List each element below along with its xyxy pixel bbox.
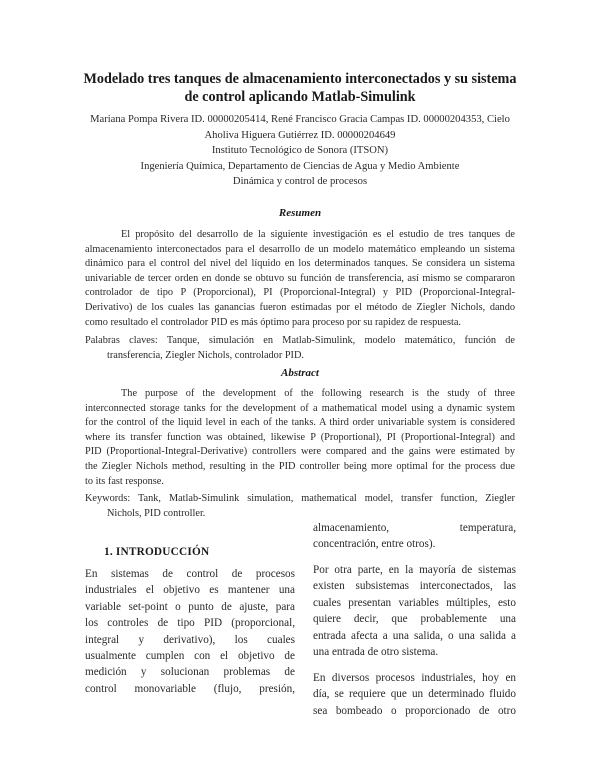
abstract-line: to its fast response. bbox=[85, 475, 164, 487]
author-block bbox=[70, 112, 530, 190]
paper-title bbox=[60, 70, 540, 106]
intro-right-line: En diversos procesos industriales, hoy en bbox=[313, 672, 516, 684]
resumen-line: almacenamiento interconectados para el desarrollo de un modelo matemático empleando un sistema bbox=[85, 243, 515, 255]
department: Ingeniería Química, Departamento de Ciencias de Agua y Medio Ambiente bbox=[140, 160, 460, 172]
intro-right-line: cuales presentan variables múltiples, esto bbox=[313, 596, 516, 609]
intro-left-line: usualmente cumplen con el objetivo de bbox=[85, 650, 295, 663]
keywords-es-line: transferencia, Ziegler Nichols, controlador PID. bbox=[107, 349, 304, 361]
abstract-line: The purpose of the development of the following research is the study of three bbox=[121, 388, 515, 399]
resumen-heading: Resumen bbox=[278, 207, 322, 219]
intro-left-line: En sistemas de control de procesos bbox=[85, 568, 295, 580]
intro-left-line: control monovariable (flujo, presión, bbox=[85, 682, 295, 695]
resumen-paragraph bbox=[85, 228, 515, 330]
authors-line-1: Mariana Pompa Rivera ID. 00000205414, René Francisco Gracia Campas ID. 00000204353, Cielo bbox=[90, 114, 510, 125]
intro-right-line: almacenamiento, temperatura, bbox=[313, 522, 516, 534]
authors-line-2: Aholiva Higuera Gutiérrez ID. 00000204649 bbox=[204, 129, 396, 141]
institution: Instituto Tecnológico de Sonora (ITSON) bbox=[211, 145, 389, 157]
abstract-line: for the control of the liquid level in each of the tanks. A third order univariable system is considered bbox=[85, 417, 515, 429]
keywords-en-line: Keywords: Tank, Matlab-Simulink simulation, mathematical model, transfer function, Ziegler bbox=[85, 493, 515, 504]
introduccion-heading: 1. INTRODUCCIÓN bbox=[104, 546, 210, 558]
intro-left-column bbox=[85, 566, 295, 697]
intro-right-paragraph-1 bbox=[313, 520, 516, 553]
abstract-line: PID (Proportional-Integral-Derivative) controllers were compared and the gains were estimated by bbox=[85, 446, 515, 458]
intro-right-line: quiere decir, que probablemente una bbox=[313, 613, 516, 626]
keywords-en-line: Nichols, PID controller. bbox=[107, 507, 206, 519]
abstract-heading: Abstract bbox=[281, 367, 319, 379]
intro-right-line: concentración, entre otros). bbox=[313, 538, 436, 551]
keywords-es-line: Palabras claves: Tanque, simulación en Matlab-Simulink, modelo matemático, función de bbox=[85, 335, 515, 346]
resumen-line: Derivativo) de los cuales las ganancias fueron estimadas por el método de Ziegler Nichols, dando bbox=[85, 301, 515, 313]
title-line-2: de control aplicando Matlab-Simulink bbox=[184, 89, 416, 105]
intro-left-line: integral y derivativo), los cuales bbox=[85, 633, 295, 646]
intro-left-line: los controles de tipo PID (proporcional, bbox=[85, 617, 295, 630]
abstract-line: the Ziegler Nichols method, resulting in the PID controller being more optimal for the process due bbox=[85, 460, 515, 472]
course: Dinámica y control de procesos bbox=[232, 176, 368, 188]
intro-right-paragraph-3 bbox=[313, 670, 516, 719]
intro-right-line: entrada afecta a una salida, o una salida a bbox=[313, 629, 516, 642]
keywords-en bbox=[85, 492, 515, 521]
intro-right-line: día, se requiere que un determinado fluido bbox=[313, 688, 516, 701]
intro-right-line: sea bombeado o proporcionado de otro bbox=[313, 704, 516, 717]
palabras-claves bbox=[85, 334, 515, 363]
resumen-line: univariable de tercer orden en donde se obtuvo su función de transferencia, así mismo se compararon bbox=[85, 272, 515, 284]
intro-left-line: medición y solucionan problemas de bbox=[85, 666, 295, 679]
abstract-line: where its transfer function was obtained, likewise P (Proportional), PI (Proportional-Integral) and bbox=[85, 431, 515, 443]
resumen-line: El propósito del desarrollo de la siguiente investigación es el estudio de tres tanques de bbox=[121, 229, 515, 240]
intro-right-line: existen subsistemas interconectados, las bbox=[313, 580, 516, 593]
title-line-1: Modelado tres tanques de almacenamiento interconectados y su sistema bbox=[83, 71, 517, 87]
abstract-line: interconnected storage tanks for the development of a mathematical model using a dynamic system bbox=[85, 402, 515, 414]
resumen-line: dinámico para el control del nivel del líquido en los determinados tanques. Se considera un sistema bbox=[85, 258, 515, 270]
intro-right-line: Por otra parte, en la mayoría de sistemas bbox=[313, 564, 516, 576]
resumen-line: como resultado el controlador PID es más óptimo para proceso por su rapidez de respuesta. bbox=[85, 316, 462, 328]
intro-left-line: industriales el objetivo es mantener una bbox=[85, 584, 295, 597]
intro-left-line: variable set-point o punto de ajuste, para bbox=[85, 600, 295, 613]
resumen-line: controlador de tipo P (Proporcional), PI (Proporcional-Integral) y PID (Proporcional-Integral- bbox=[85, 287, 515, 299]
intro-right-paragraph-2 bbox=[313, 562, 516, 660]
abstract-paragraph bbox=[85, 387, 515, 489]
intro-right-line: una entrada de otro sistema. bbox=[313, 646, 439, 659]
